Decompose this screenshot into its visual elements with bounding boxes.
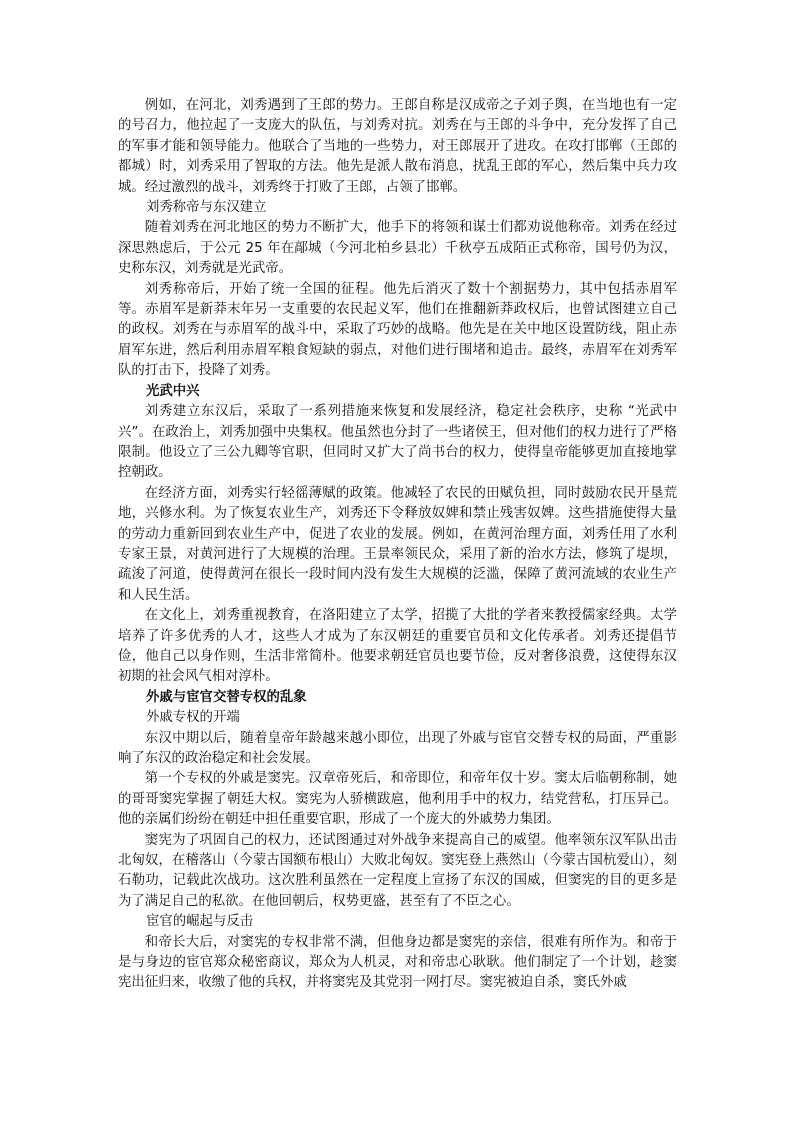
- paragraph-zheng-zhong: 和帝长大后，对窦宪的专权非常不满，但他身边都是窦宪的亲信，很难有所作为。和帝于是与身边的宦官郑众秘密商议，郑众为人机灵，对和帝忠心耿耿。他们制定了一个计划，趁窦宪出征归来，收缴了他的兵权，并将窦宪及其党羽一网打尽。窦宪被迫自杀，窦氏外戚: [118, 934, 677, 991]
- subheading-eunuch-rise: 宦官的崛起与反击: [146, 914, 254, 930]
- paragraph-wang-lang: 例如，在河北，刘秀遇到了王郎的势力。王郎自称是汉成帝之子刘子舆，在当地也有一定的号召力，他拉起了一支庞大的队伍，与刘秀对抗。刘秀在与王郎的斗争中，充分发挥了自己的军事才能和领导能力。他联合了当地的一些势力，对王郎展开了进攻。在攻打邯郸（王郎的都城）时，刘秀采用了智取的方法。他先是派人散布消息，扰乱王郎的军心，然后集中兵力攻城。经过激烈的战斗，刘秀终于打败了王郎，占领了邯郸。: [118, 98, 677, 195]
- paragraph-politics: 刘秀建立东汉后，采取了一系列措施来恢复和发展经济，稳定社会秩序，史称 “光武中兴”。在政治上，刘秀加强中央集权。他虽然也分封了一些诸侯王，但对他们的权力进行了严格限制。他设立了三公九卿等官职，但同时又扩大了尚书台的权力，使得皇帝能够更加直接地掌控朝政。: [118, 404, 677, 481]
- subheading-liu-xiu-emperor: 刘秀称帝与东汉建立: [146, 200, 267, 216]
- section-heading-guangwu-restoration: 光武中兴: [146, 383, 200, 399]
- paragraph-xiongnu-campaign: 窦宪为了巩固自己的权力，还试图通过对外战争来提高自己的威望。他率领东汉军队出击北匈奴，在稽落山（今蒙古国额布根山）大败北匈奴。窦宪登上燕然山（今蒙古国杭爱山），刻石勒功，记载此次战功。这次胜利虽然在一定程度上宣扬了东汉的国威，但窦宪的目的更多是为了满足自己的私欲。在他回朝后，权势更盛，甚至有了不臣之心。: [118, 832, 677, 909]
- paragraph-founding-eastern-han: 随着刘秀在河北地区的势力不断扩大，他手下的将领和谋士们都劝说他称帝。刘秀在经过深思熟虑后，于公元 25 年在鄗城（今河北柏乡县北）千秋亭五成陌正式称帝，国号仍为汉，史称东汉，刘秀就是光武帝。: [118, 220, 677, 277]
- section-heading-consorts-eunuchs: 外戚与宦官交替专权的乱象: [146, 689, 307, 705]
- paragraph-dou-xian: 第一个专权的外戚是窦宪。汉章帝死后，和帝即位，和帝年仅十岁。窦太后临朝称制，她的哥哥窦宪掌握了朝廷大权。窦宪为人骄横跋扈，他利用手中的权力，结党营私，打压异己。他的亲属们纷纷在朝廷中担任重要官职，形成了一个庞大的外戚势力集团。: [118, 771, 677, 828]
- subheading-consort-rule: 外戚专权的开端: [146, 710, 240, 726]
- paragraph-mid-han: 东汉中期以后，随着皇帝年龄越来越小即位，出现了外戚与宦官交替专权的局面，严重影响了东汉的政治稳定和社会发展。: [118, 730, 677, 766]
- document-page: [118, 96, 677, 994]
- paragraph-economy: 在经济方面，刘秀实行轻徭薄赋的政策。他减轻了农民的田赋负担，同时鼓励农民开垦荒地，兴修水利。为了恢复农业生产，刘秀还下令释放奴婢和禁止残害奴婢。这些措施使得大量的劳动力重新回到农业生产中，促进了农业的发展。例如，在黄河治理方面，刘秀任用了水利专家王景，对黄河进行了大规模的治理。王景率领民众，采用了新的治水方法，修筑了堤坝，疏浚了河道，使得黄河在很长一段时间内没有发生大规模的泛滥，保障了黄河流域的农业生产和人民生活。: [118, 485, 677, 603]
- paragraph-red-eyebrows: 刘秀称帝后，开始了统一全国的征程。他先后消灭了数十个割据势力，其中包括赤眉军等。赤眉军是新莽末年另一支重要的农民起义军，他们在推翻新莽政权后，也曾试图建立自己的政权。刘秀在与赤眉军的战斗中，采取了巧妙的战略。他先是在关中地区设置防线，阻止赤眉军东进，然后利用赤眉军粮食短缺的弱点，对他们进行围堵和追击。最终，赤眉军在刘秀军队的打击下，投降了刘秀。: [118, 281, 677, 379]
- paragraph-culture: 在文化上，刘秀重视教育，在洛阳建立了太学，招揽了大批的学者来教授儒家经典。太学培养了许多优秀的人才，这些人才成为了东汉朝廷的重要官员和文化传承者。刘秀还提倡节俭，他自己以身作则，生活非常简朴。他要求朝廷官员也要节俭，反对奢侈浪费，这使得东汉初期的社会风气相对淳朴。: [118, 608, 677, 685]
